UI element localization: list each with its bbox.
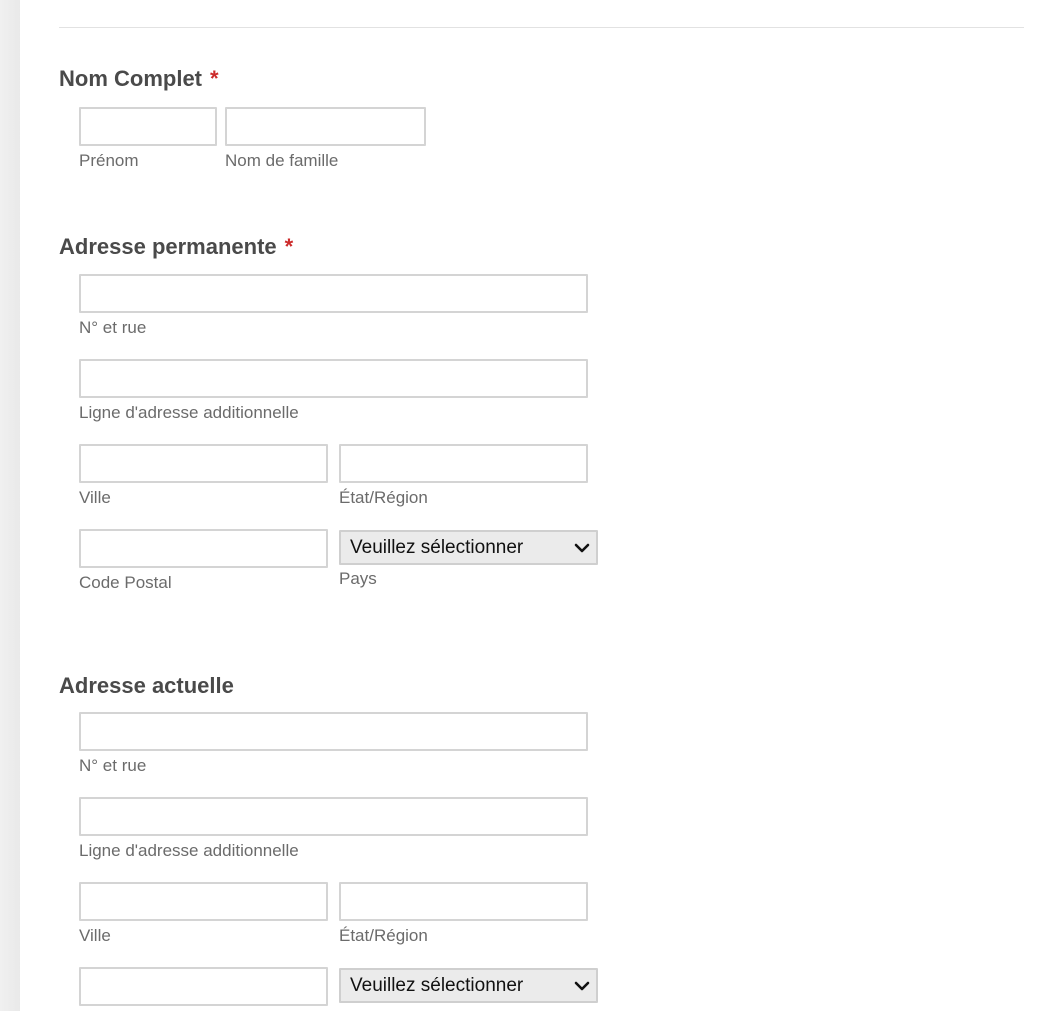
first-name-label: Prénom — [79, 151, 139, 170]
current-state-label: État/Région — [339, 926, 428, 945]
first-name-input[interactable] — [79, 107, 217, 146]
section-title-text: Nom Complet — [59, 66, 202, 91]
permanent-country-selected-value: Veuillez sélectionner — [350, 537, 524, 558]
current-city-input[interactable] — [79, 882, 328, 921]
permanent-country-label: Pays — [339, 569, 377, 588]
current-zip-field — [79, 967, 328, 1006]
permanent-line2-label: Ligne d'adresse additionnelle — [79, 403, 299, 422]
permanent-country-field — [339, 530, 598, 589]
permanent-street-label: N° et rue — [79, 318, 147, 337]
current-line2-label: Ligne d'adresse additionnelle — [79, 841, 299, 860]
left-shadow-strip — [0, 0, 20, 1011]
permanent-state-field — [339, 444, 588, 508]
current-street-input[interactable] — [79, 712, 588, 751]
current-zip-input[interactable] — [79, 967, 328, 1006]
permanent-street-field — [79, 274, 588, 338]
permanent-line2-input[interactable] — [79, 359, 588, 398]
section-title-full-name — [59, 66, 219, 92]
current-line2-field — [79, 797, 588, 861]
permanent-city-field — [79, 444, 328, 508]
current-country-field — [339, 968, 598, 1003]
section-title-current-address — [59, 673, 234, 699]
current-state-input[interactable] — [339, 882, 588, 921]
first-name-field — [79, 107, 217, 171]
chevron-down-icon — [574, 979, 590, 993]
last-name-field — [225, 107, 426, 171]
current-city-label: Ville — [79, 926, 111, 945]
section-title-text: Adresse actuelle — [59, 673, 234, 698]
permanent-street-input[interactable] — [79, 274, 588, 313]
permanent-state-label: État/Région — [339, 488, 428, 507]
permanent-zip-label: Code Postal — [79, 573, 172, 592]
permanent-city-input[interactable] — [79, 444, 328, 483]
permanent-zip-input[interactable] — [79, 529, 328, 568]
current-country-selected-value: Veuillez sélectionner — [350, 975, 524, 996]
section-title-permanent-address — [59, 234, 293, 260]
current-state-field — [339, 882, 588, 946]
last-name-input[interactable] — [225, 107, 426, 146]
permanent-city-label: Ville — [79, 488, 111, 507]
permanent-state-input[interactable] — [339, 444, 588, 483]
last-name-label: Nom de famille — [225, 151, 339, 170]
required-asterisk: * — [210, 66, 219, 91]
current-street-field — [79, 712, 588, 776]
permanent-country-select[interactable] — [339, 530, 598, 565]
required-asterisk: * — [284, 234, 294, 259]
current-line2-input[interactable] — [79, 797, 588, 836]
current-street-label: N° et rue — [79, 756, 147, 775]
chevron-down-icon — [574, 541, 590, 555]
current-city-field — [79, 882, 328, 946]
section-title-text: Adresse permanente — [59, 234, 277, 259]
permanent-zip-field — [79, 529, 328, 593]
top-divider — [59, 27, 1024, 28]
permanent-line2-field — [79, 359, 588, 423]
current-country-select[interactable] — [339, 968, 598, 1003]
